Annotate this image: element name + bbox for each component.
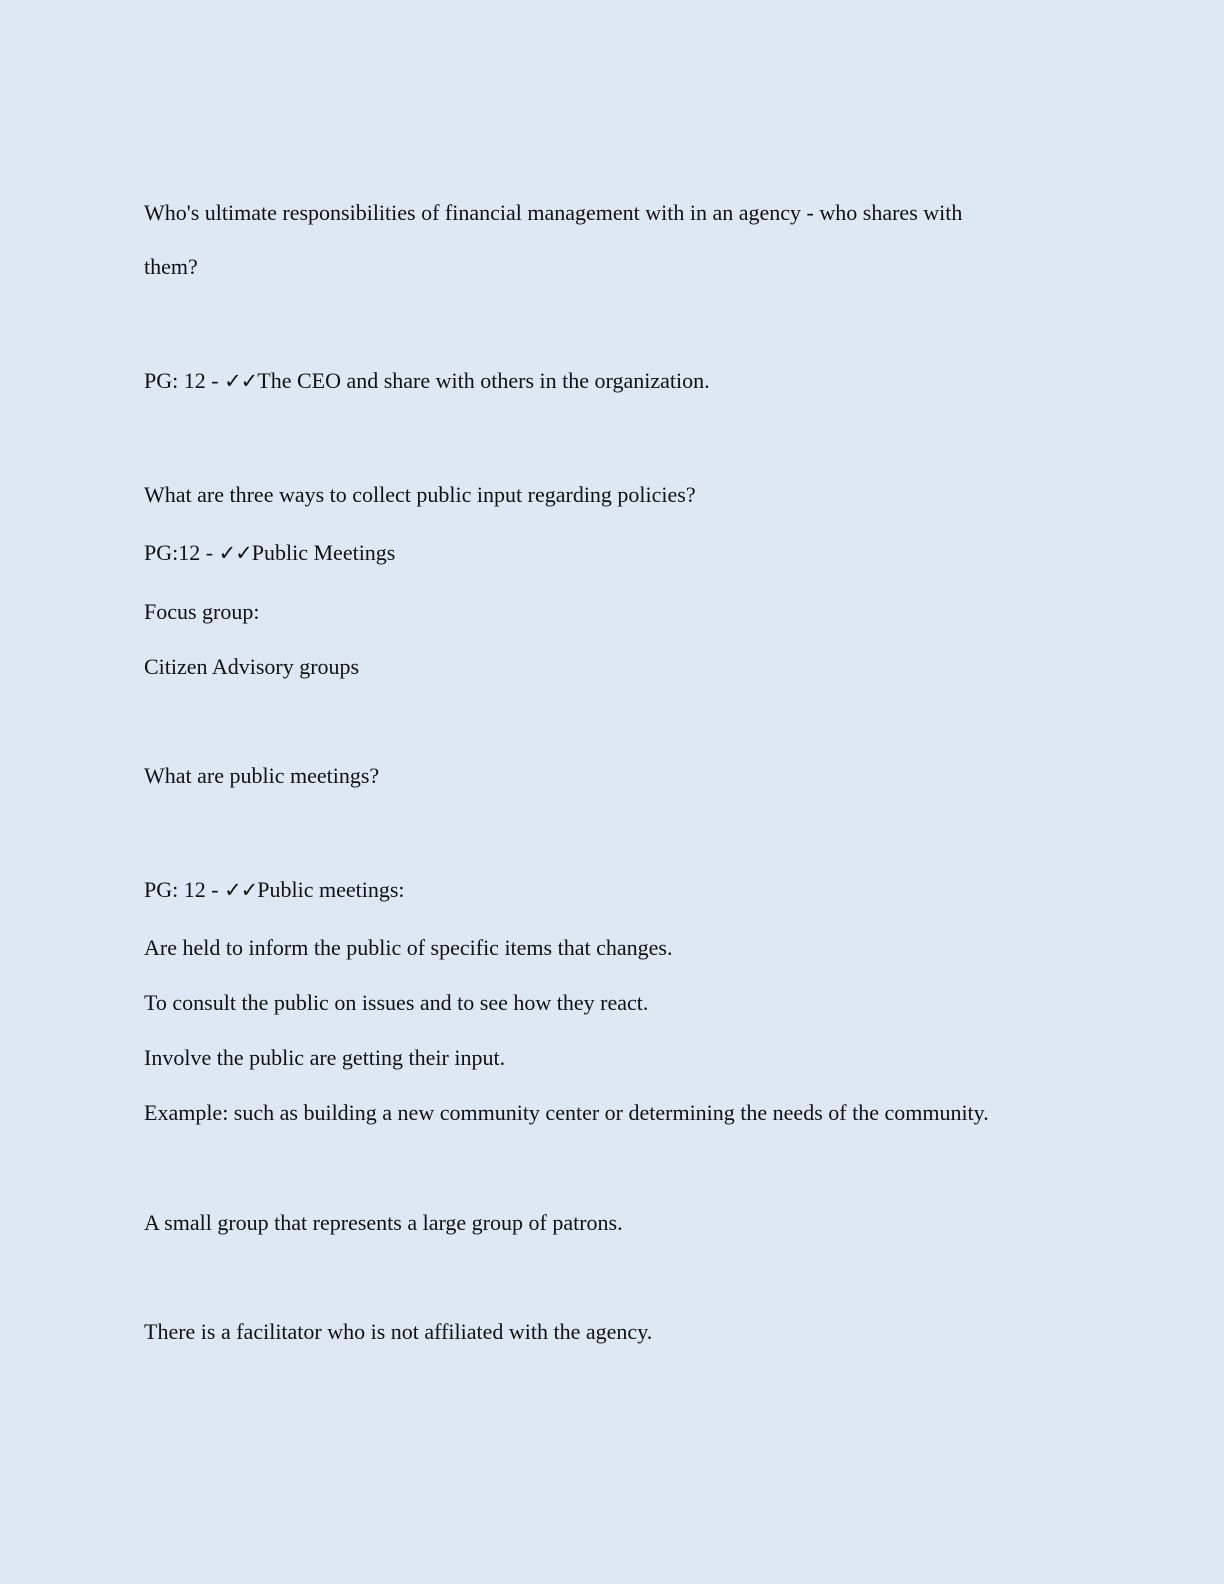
answer-1-text: The CEO and share with others in the organization.	[257, 368, 710, 393]
answer-2-item: Focus group:	[144, 599, 260, 624]
double-check-icon: ✓✓	[224, 878, 258, 902]
answer-2-text: Public Meetings	[251, 540, 396, 565]
answer-3-extra: A small group that represents a large group of patrons.	[144, 1210, 623, 1235]
question-3: What are public meetings?	[144, 763, 380, 788]
answer-3-extra: There is a facilitator who is not affiliated with the agency.	[144, 1319, 653, 1344]
answer-3-point: Are held to inform the public of specific items that changes.	[144, 935, 673, 960]
answer-3	[144, 877, 405, 903]
answer-2-page-ref: PG:12 -	[144, 540, 219, 565]
question-1-line-1: Who's ultimate responsibilities of financial management with in an agency - who shares with	[144, 200, 963, 225]
answer-1	[144, 368, 710, 394]
answer-2	[144, 540, 395, 566]
double-check-icon: ✓✓	[224, 369, 258, 393]
answer-3-point: To consult the public on issues and to see how they react.	[144, 990, 649, 1015]
answer-3-page-ref: PG: 12 -	[144, 877, 225, 902]
question-2: What are three ways to collect public input regarding policies?	[144, 482, 696, 507]
answer-3-text: Public meetings:	[257, 877, 405, 902]
answer-1-page-ref: PG: 12 -	[144, 368, 225, 393]
question-1-line-2: them?	[144, 254, 198, 279]
answer-3-point: Involve the public are getting their input.	[144, 1045, 506, 1070]
double-check-icon: ✓✓	[218, 541, 252, 565]
answer-2-item: Citizen Advisory groups	[144, 654, 360, 679]
answer-3-point: Example: such as building a new community center or determining the needs of the community.	[144, 1100, 989, 1125]
